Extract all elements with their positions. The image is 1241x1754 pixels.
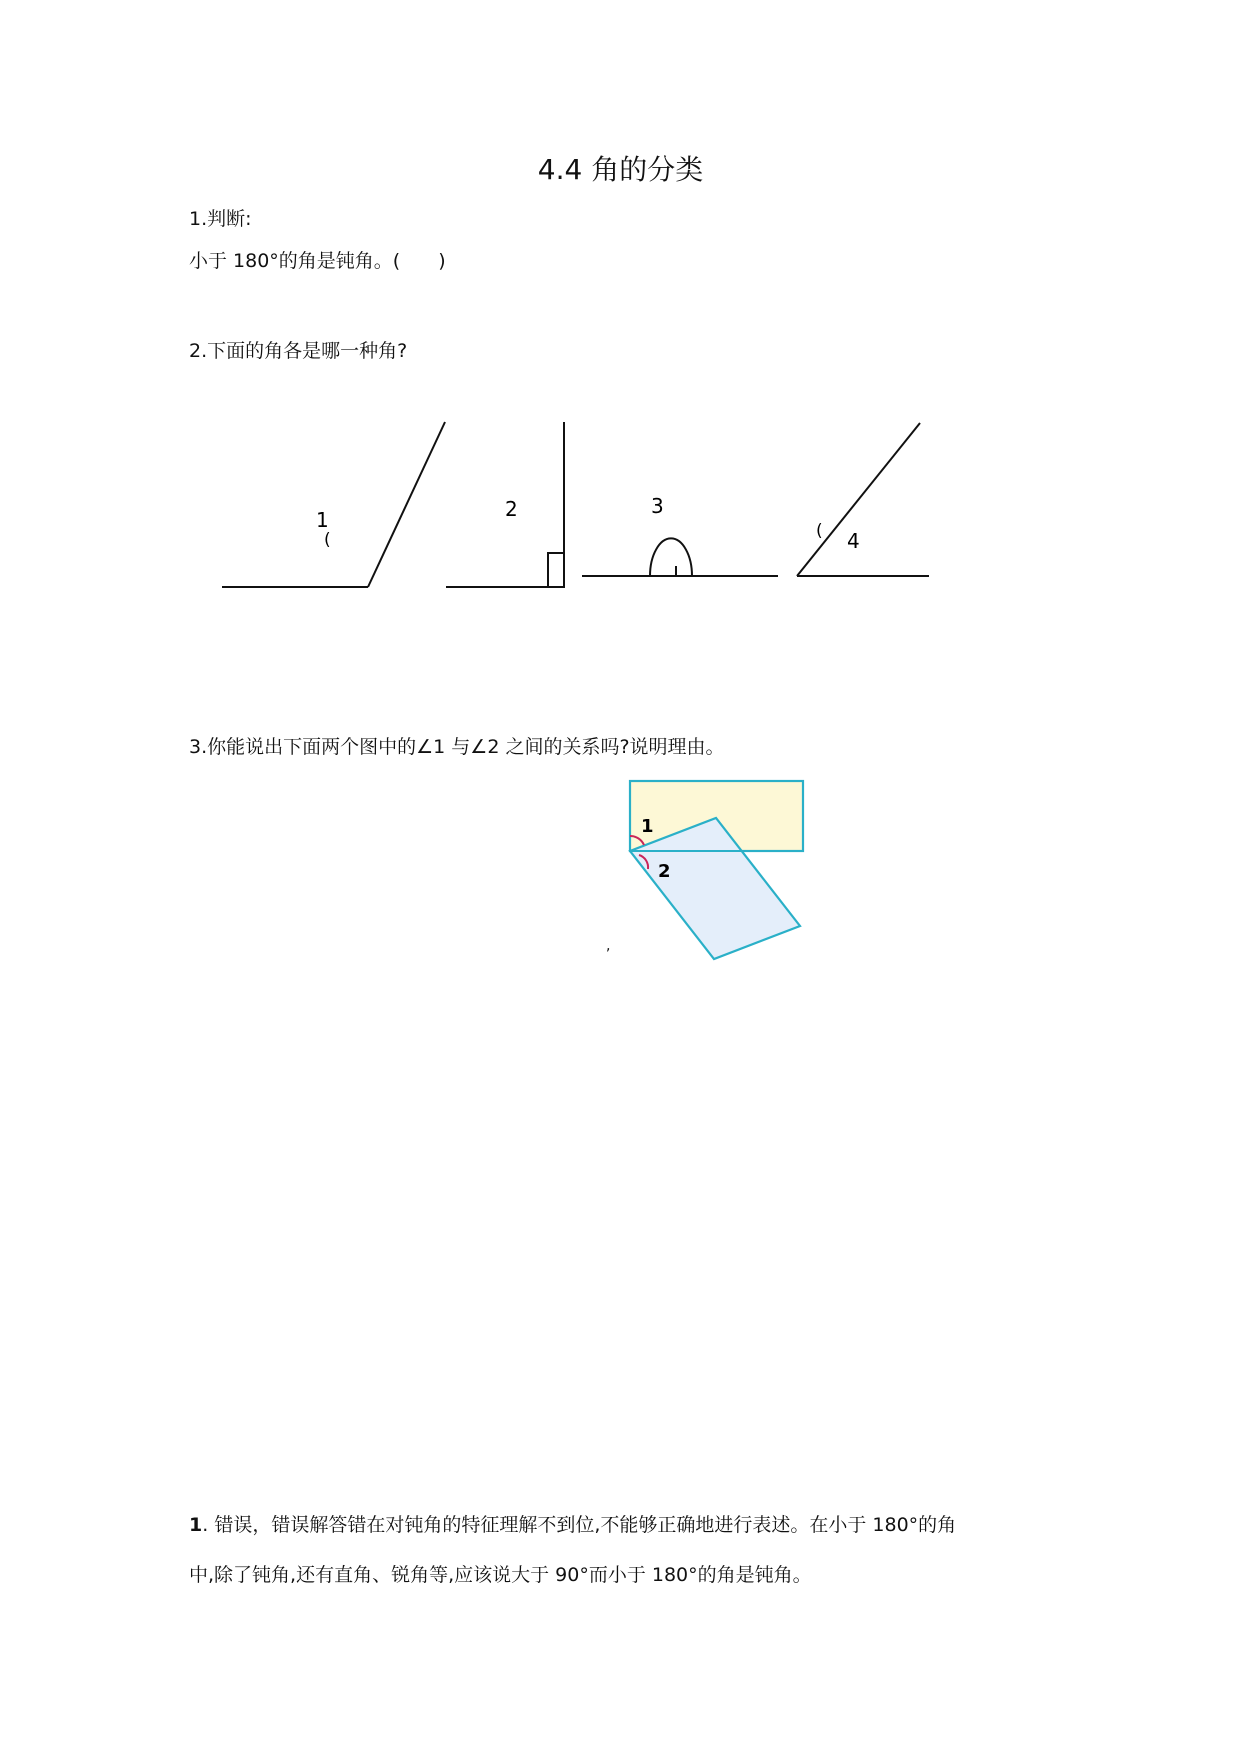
fold-angle-2-label: 2 <box>658 861 671 882</box>
question-3-heading: 3.你能说出下面两个图中的∠1 与∠2 之间的关系吗?说明理由。 <box>189 736 725 758</box>
question-2-heading: 2.下面的角各是哪一种角? <box>189 340 408 362</box>
angle-3-label: 3 <box>651 494 664 518</box>
stray-mark: , <box>606 938 611 954</box>
angle-1-label: 1 <box>316 508 329 532</box>
answer-text-1: . 错误，错误解答错在对钝角的特征理解不到位,不能够正确地进行表述。在小于 180°的角 <box>202 1514 957 1536</box>
answer-number: 1 <box>189 1514 203 1536</box>
angle-4-label: 4 <box>847 529 860 553</box>
angle-1-arc-mark: ( <box>324 530 331 550</box>
angle-4-arc-mark: ( <box>816 521 823 541</box>
question-1-statement: 小于 180°的角是钝角。( ) <box>189 250 446 272</box>
answer-1-line-1 <box>189 1510 956 1537</box>
angle-2-label: 2 <box>505 497 518 521</box>
answer-1-line-2: 中,除了钝角,还有直角、锐角等,应该说大于 90°而小于 180°的角是钝角。 <box>189 1564 812 1586</box>
fold-angle-1-label: 1 <box>641 816 654 837</box>
question-1-heading: 1.判断: <box>189 208 252 230</box>
page-title: 4.4 角的分类 <box>537 153 704 186</box>
